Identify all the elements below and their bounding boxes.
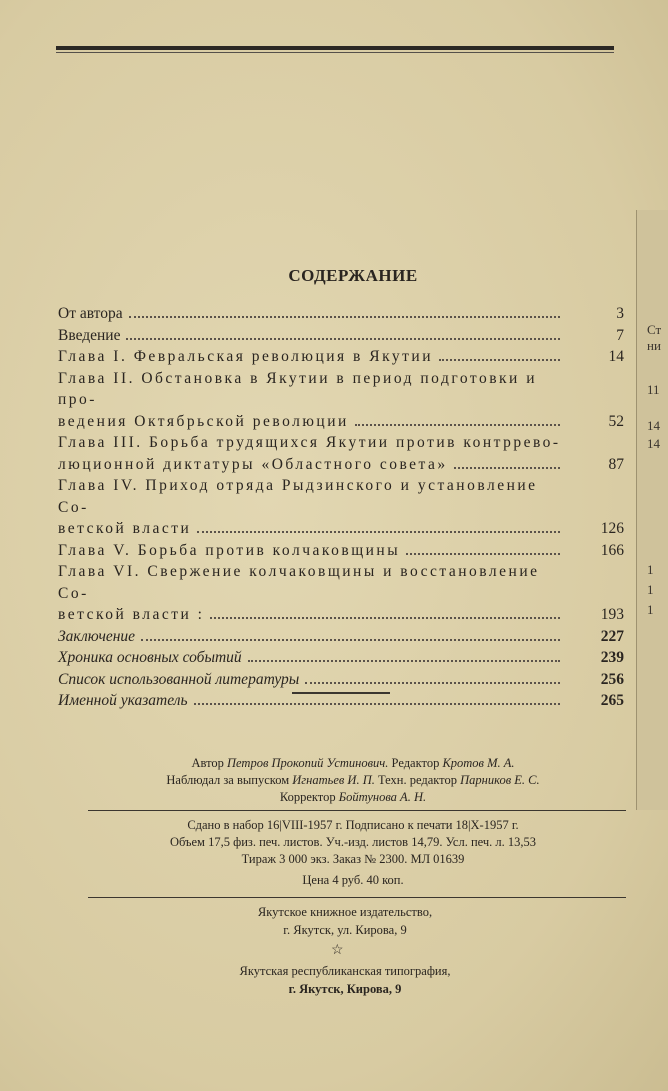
leader-dots [454,467,560,469]
leader-dots [129,316,560,318]
toc-entry [58,540,624,562]
tech-editor-name: Парников Е. С. [460,773,540,787]
leader-dots [210,617,560,619]
supervisor-label: Наблюдал за выпуском [166,773,290,787]
publisher-name: Якутское книжное издательство, [257,905,433,919]
author-label: Автор [191,756,224,770]
credits-line-3 [0,789,668,806]
toc-page-number: 166 [600,541,624,559]
toc-entry-title: ведения Октябрьской революции [58,412,349,430]
toc-entry [58,626,624,648]
leader-dots [439,359,560,361]
editor-label: Редактор [391,756,440,770]
toc-entry [58,432,624,475]
toc-entry-title: Глава IV. Приход отряда Рыдзинского и установление Со- [58,477,538,516]
toc-entry-title: ветской власти : [58,606,205,623]
leader-dots [355,424,560,426]
toc-entry [58,303,624,325]
toc-entry-title: Именной указатель [58,692,188,709]
printer-block [0,962,668,998]
toc-entry-title: люционной диктатуры «Областного совета» [58,455,448,473]
toc-page-number: 14 [608,348,624,365]
toc-entry-title: Глава III. Борьба трудящихся Якутии против контррево- [58,434,561,451]
toc-entry-title: Глава V. Борьба против колчаковщины [58,541,401,559]
proofreader-name: Бойтунова А. Н. [338,790,427,804]
credits-line-1 [0,755,668,772]
tech-editor-label: Техн. редактор [377,773,457,787]
strip-text: 14 [647,436,660,451]
adjacent-page-strip [636,210,668,810]
leader-dots [197,531,560,533]
publisher-address: г. Якутск, ул. Кирова, 9 [283,923,407,937]
editor-name: Кротов М. А. [442,756,515,770]
printer-name: Якутская республиканская типография, [239,964,451,978]
toc-entry [58,368,624,433]
toc-entry-title: Хроника основных событий [58,649,242,666]
toc-entry-title: Глава II. Обстановка в Якутии в период подготовки и про- [58,369,538,408]
toc-page-number: 52 [608,412,624,430]
leader-dots [406,553,560,555]
toc-entry-title: Заключение [58,627,136,645]
toc-page-number: 256 [600,670,624,688]
toc-page-number: 87 [608,455,624,473]
toc-entry [58,561,624,626]
leader-dots [126,338,560,340]
toc-page-number: 7 [616,326,624,344]
toc-entry-title: ветской власти [58,520,192,537]
proofreader-label: Корректор [279,790,336,804]
toc-page-number: 193 [600,606,624,623]
leader-dots [248,660,560,662]
leader-dots [194,703,560,705]
leader-dots [141,639,560,641]
toc-entry [58,346,624,368]
strip-text: ни [647,338,661,353]
toc-entry [58,647,624,669]
top-rule [56,46,614,50]
toc-entry [58,475,624,540]
page-title: СОДЕРЖАНИЕ [288,266,418,285]
author-name: Петров Прокопий Устинович. [227,756,389,770]
strip-text: 1 [647,602,654,617]
toc-page-number: 126 [600,520,624,537]
toc-page-number: 227 [600,627,624,645]
toc-entry [58,669,624,691]
toc-entry-title: От автора [58,305,123,322]
imprint-rule-top [88,810,626,811]
imprint-line: Сдано в набор 16|VIII-1957 г. Подписано к печати 18|X-1957 г. [187,818,519,832]
credits-block [0,755,668,806]
imprint-line: Объем 17,5 физ. печ. листов. Уч.-изд. листов 14,79. Усл. печ. л. 13,53 [169,835,537,849]
strip-text: 1 [647,562,654,577]
toc-page-number: 3 [616,305,624,322]
toc-page-number: 265 [600,692,624,709]
toc-entry-title: Список использованной литературы [58,670,300,688]
toc-entry-title: Глава VI. Свержение колчаковщины и восстановление Со- [58,563,540,602]
strip-text: 11 [647,382,660,397]
printer-address: г. Якутск, Кирова, 9 [288,982,402,996]
leader-dots [305,682,560,684]
credits-line-2 [0,772,668,789]
table-of-contents [58,303,624,712]
toc-entry-title: Глава I. Февральская революция в Якутии [58,348,434,365]
toc-entry [58,325,624,347]
strip-text: 14 [647,418,660,433]
imprint-rule-bottom [88,897,626,898]
imprint-block [0,817,668,889]
strip-text: 1 [647,582,654,597]
price-line: Цена 4 руб. 40 коп. [302,873,404,887]
top-rule-thin [56,52,614,53]
star-icon: ☆ [331,943,344,958]
toc-entry-title: Введение [58,326,121,344]
supervisor-name: Игнатьев И. П. [292,773,375,787]
publisher-block [0,903,668,939]
imprint-line: Тираж 3 000 экз. Заказ № 2300. МЛ 01639 [241,852,465,866]
strip-text: Ст [647,322,662,337]
toc-page-number: 239 [600,649,624,666]
section-divider [292,692,390,694]
